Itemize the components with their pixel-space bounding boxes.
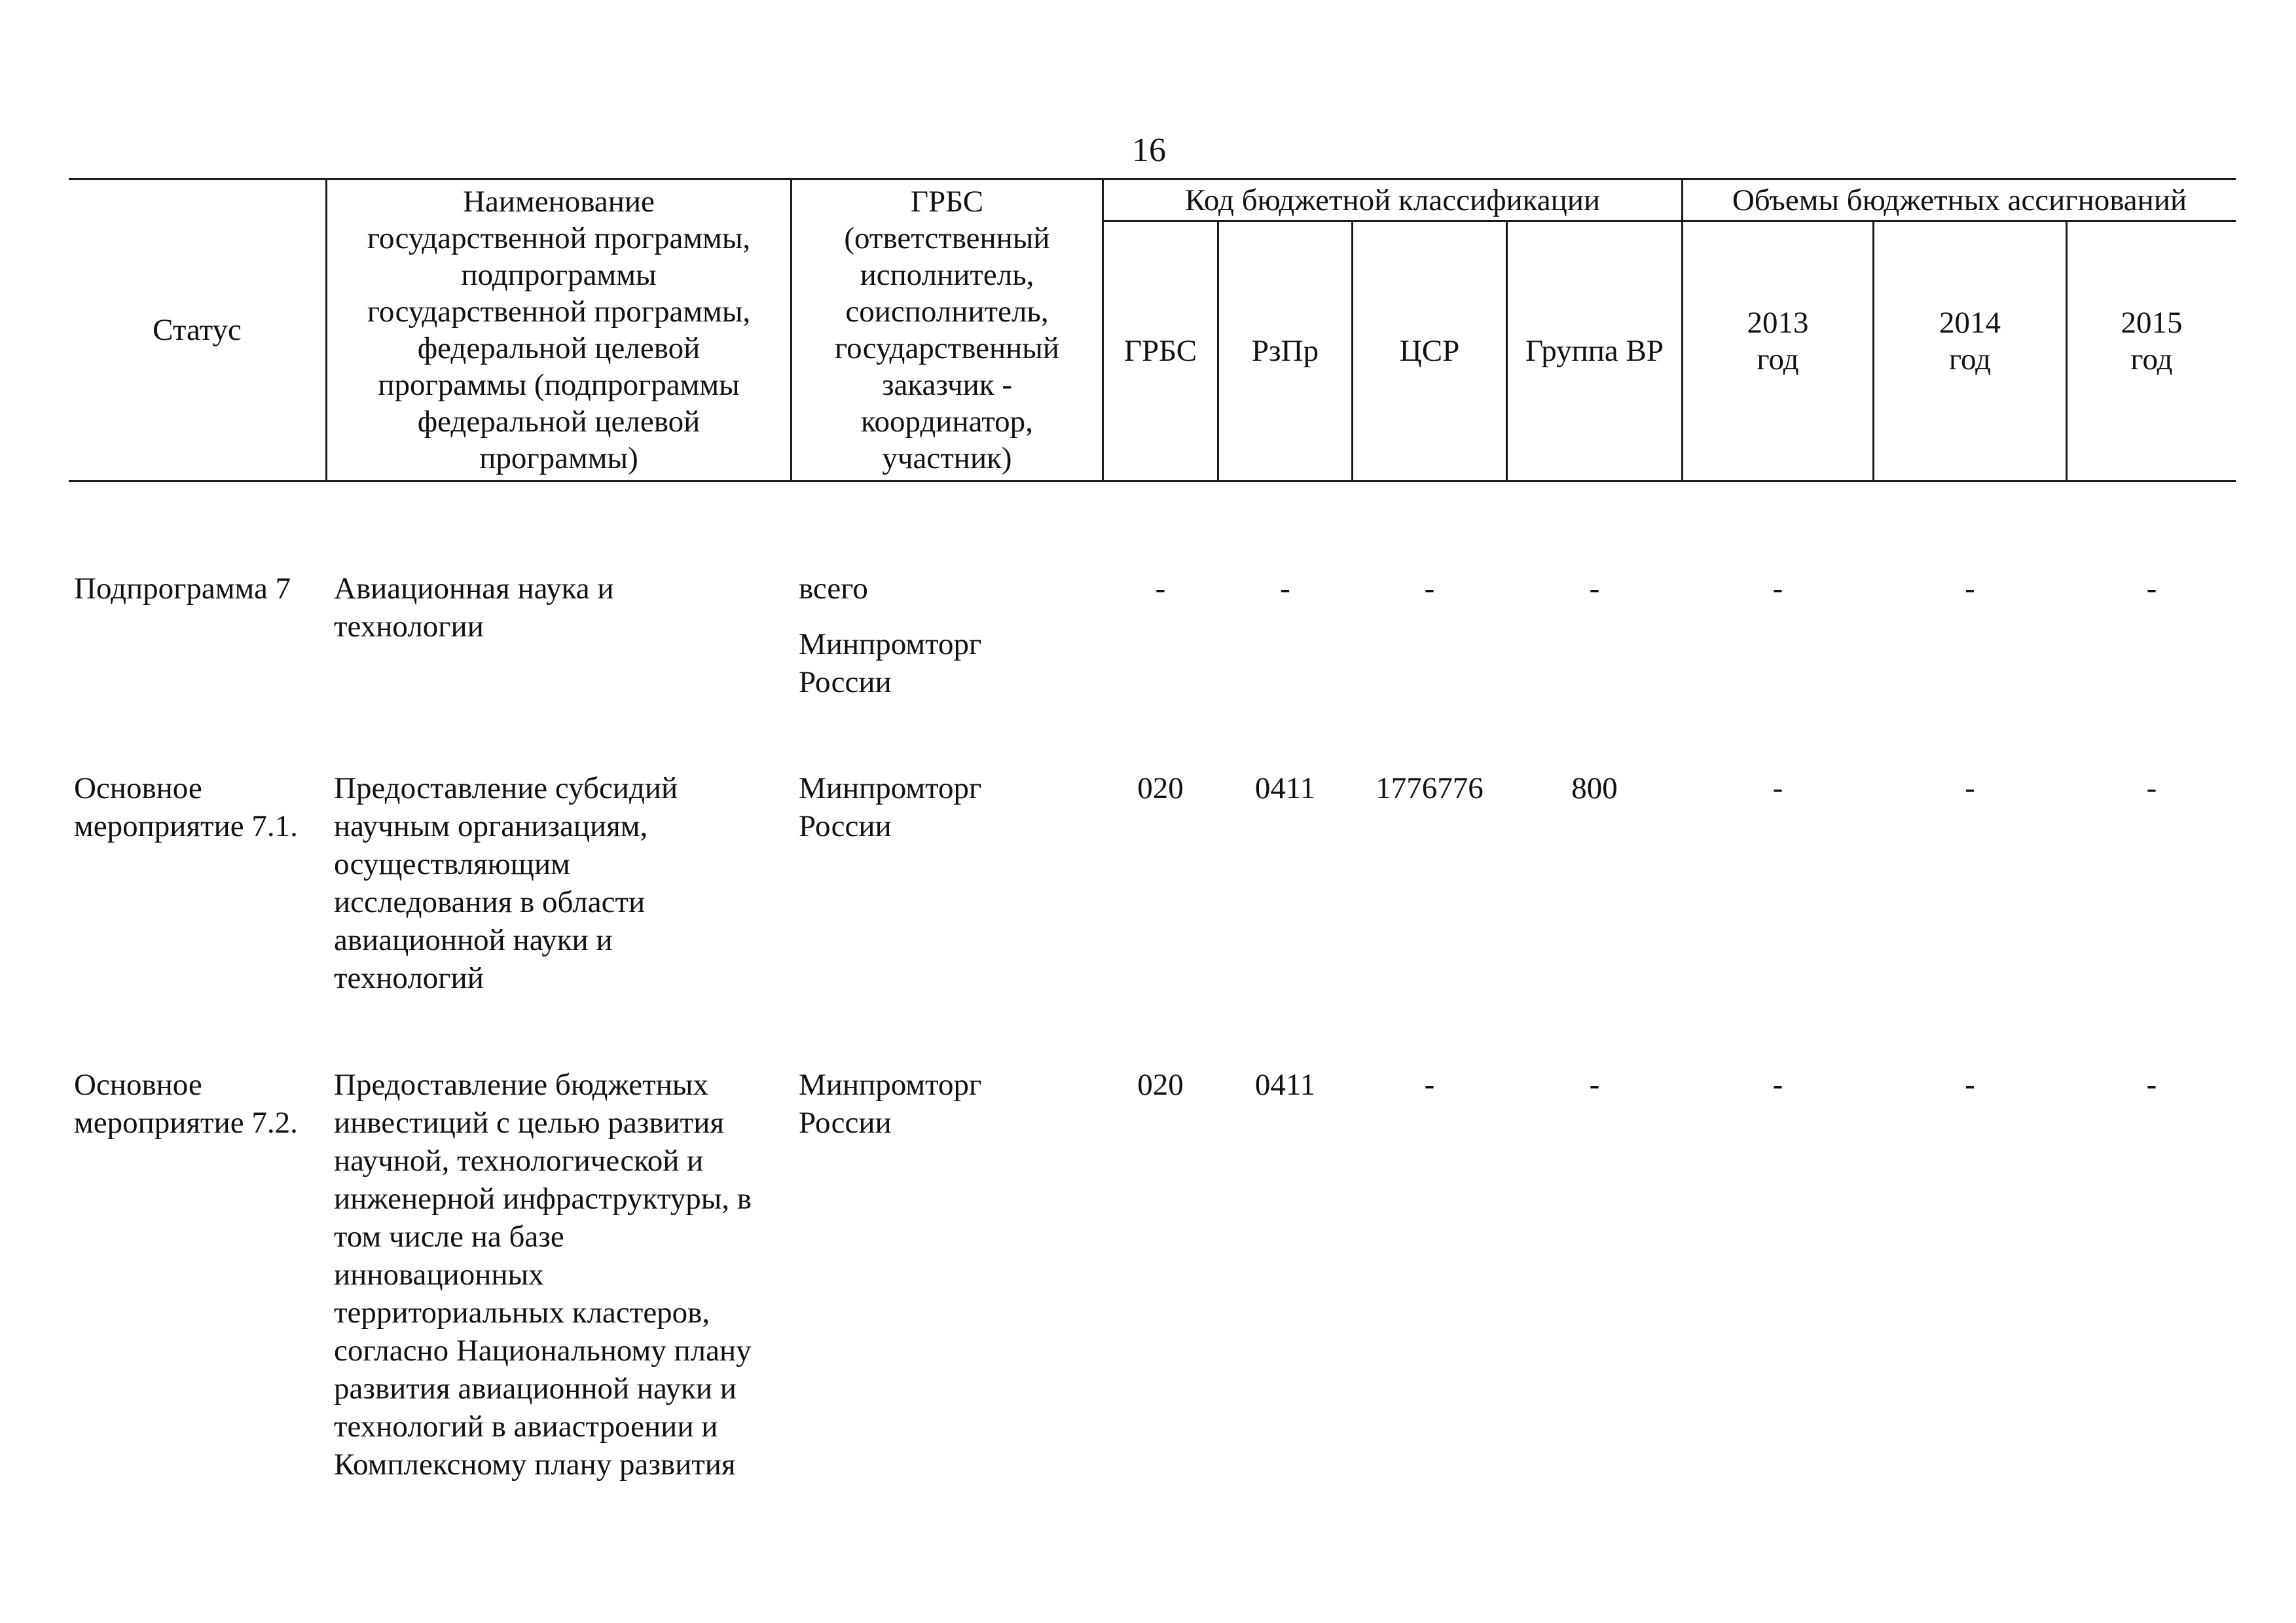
row2-vr: 800	[1571, 771, 1618, 805]
header-code-vr-label: Группа ВР	[1525, 334, 1664, 368]
header-executor	[792, 181, 1102, 479]
row1-csr: -	[1424, 572, 1435, 606]
row2-executor: Минпромторг России	[799, 771, 982, 843]
row1-executor-total: всего	[799, 572, 868, 606]
header-code-vr	[1508, 223, 1681, 479]
row3-y2014: -	[1965, 1068, 1975, 1102]
row3-csr: -	[1424, 1068, 1435, 1102]
header-status	[69, 181, 325, 479]
table-top-rule	[69, 178, 2236, 180]
row1-vr: -	[1589, 572, 1600, 606]
row1-y2014: -	[1965, 572, 1975, 606]
row1-y2013: -	[1772, 572, 1783, 606]
header-code-rzpr-label: РзПр	[1251, 334, 1319, 368]
row1-grbs: -	[1155, 572, 1166, 606]
row2-rzpr: 0411	[1254, 771, 1316, 805]
row2-csr: 1776776	[1376, 771, 1484, 805]
row3-vr: -	[1589, 1068, 1600, 1102]
header-name	[327, 181, 790, 479]
row3-executor: Минпромторг России	[799, 1068, 982, 1140]
row3-status: Основное мероприятие 7.2.	[74, 1068, 298, 1140]
header-year-2013-label: 2013 год	[1747, 306, 1809, 376]
header-budget-code	[1104, 181, 1681, 220]
row2-y2014: -	[1965, 771, 1975, 805]
header-bottom-rule	[69, 480, 2236, 482]
row2-y2013: -	[1772, 771, 1783, 805]
header-year-2013	[1683, 223, 1872, 479]
row2-y2015: -	[2146, 771, 2157, 805]
header-code-csr	[1353, 223, 1506, 479]
header-year-2015	[2068, 223, 2236, 479]
row3-y2015: -	[2146, 1068, 2157, 1102]
header-budget-code-label: Код бюджетной классификации	[1184, 183, 1601, 217]
header-code-grbs	[1104, 223, 1217, 479]
row3-name: Предоставление бюджетных инвестиций с целью развития научной, технологической и инженерной инфраструктуры, в том числе на базе инновационных территориальных кластеров, согласно Национальному плану развития авиационной науки и технологий в авиастроении и Комплексному плану развития	[334, 1068, 752, 1482]
row1-rzpr: -	[1280, 572, 1290, 606]
row2-grbs: 020	[1137, 771, 1184, 805]
header-status-label: Статус	[153, 313, 242, 347]
header-code-grbs-label: ГРБС	[1123, 334, 1197, 368]
header-year-2015-label: 2015 год	[2121, 306, 2183, 376]
row1-status: Подпрограмма 7	[74, 572, 291, 606]
row1-name: Авиационная наука и технологии	[334, 572, 614, 644]
header-year-2014	[1874, 223, 2066, 479]
header-volumes-label: Объемы бюджетных ассигнований	[1732, 183, 2187, 217]
header-name-label: Наименование государственной программы, подпрограммы государственной программы, федеральной целевой программы (подпрограммы федеральной целевой программы)	[367, 185, 751, 475]
row1-y2015: -	[2146, 572, 2157, 606]
header-year-2014-label: 2014 год	[1939, 306, 2001, 376]
header-code-rzpr	[1219, 223, 1351, 479]
row2-status: Основное мероприятие 7.1.	[74, 771, 298, 843]
header-executor-label: ГРБС (ответственный исполнитель, соисполнитель, государственный заказчик - координатор, участник)	[834, 185, 1060, 475]
page-number: 16	[1132, 132, 1166, 169]
row2-name: Предоставление субсидий научным организациям, осуществляющим исследования в области авиационной науки и технологий	[334, 771, 678, 995]
header-volumes	[1683, 181, 2236, 220]
row3-grbs: 020	[1137, 1068, 1184, 1102]
header-code-csr-label: ЦСР	[1399, 334, 1460, 368]
row3-rzpr: 0411	[1254, 1068, 1316, 1102]
row1-executor: Минпромторг России	[799, 627, 982, 699]
row3-y2013: -	[1772, 1068, 1783, 1102]
